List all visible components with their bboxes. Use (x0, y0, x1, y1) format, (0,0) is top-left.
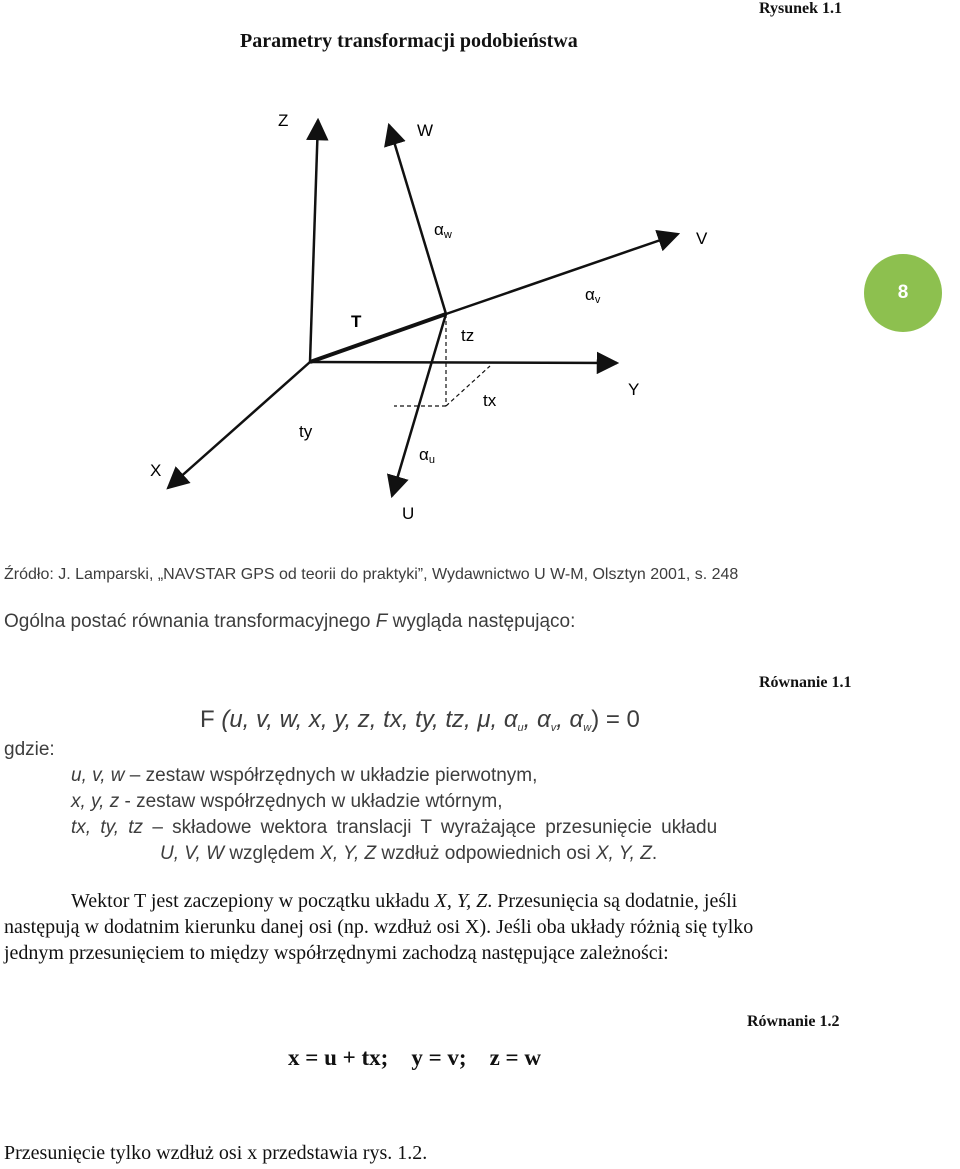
label-alpha-v: αv (585, 285, 601, 306)
where-label: gdzie: (4, 739, 55, 760)
figure-reference: Rysunek 1.1 (759, 0, 843, 17)
source-citation: Źródło: J. Lamparski, „NAVSTAR GPS od teorii do praktyki”, Wydawnictwo U W-M, Olsztyn 2001, s. 248 (4, 566, 739, 583)
axis-x (168, 362, 310, 488)
axis-v (446, 234, 678, 314)
label-ty: ty (299, 422, 313, 441)
where-line-2: x, y, z - zestaw współrzędnych w układzie wtórnym, (71, 791, 503, 812)
label-alpha-u: αu (419, 445, 435, 466)
label-t: T (351, 312, 362, 331)
equation-2-label: Równanie 1.2 (747, 1013, 840, 1030)
label-alpha-w: αw (434, 220, 452, 241)
axis-z (310, 120, 318, 362)
where-line-4: U, V, W względem X, Y, Z wzdłuż odpowiednich osi X, Y, Z. (160, 843, 658, 864)
label-y: Y (628, 380, 640, 399)
equation-1-label: Równanie 1.1 (759, 674, 852, 691)
equation-2: x = u + tx; y = v; z = w (288, 1045, 542, 1070)
closing-sentence: Przesunięcie tylko wzdłuż osi x przedstawia rys. 1.2. (4, 1142, 428, 1164)
transformation-diagram (0, 0, 960, 560)
axis-u (392, 314, 446, 496)
label-v: V (696, 229, 708, 248)
label-w: W (417, 121, 434, 140)
page-number-badge: 8 (864, 254, 942, 332)
paragraph-line-1: Wektor T jest zaczepiony w początku układu X, Y, Z. Przesunięcia są dodatnie, jeśli (71, 890, 738, 912)
paragraph-line-3: jednym przesunięciem to między współrzędnymi zachodzą następujące zależności: (4, 942, 669, 964)
where-line-3: tx, ty, tz – składowe wektora translacji T wyrażające przesunięcie układu (71, 817, 718, 838)
equation-1: F (u, v, w, x, y, z, tx, ty, tz, μ, $\alpha_u$, $\alpha_v$, $\alpha_w) = 0$ (200, 706, 640, 734)
intro-sentence: Ogólna postać równania transformacyjnego F wygląda następująco: (4, 611, 576, 632)
where-line-1: u, v, w – zestaw współrzędnych w układzie pierwotnym, (71, 765, 538, 786)
vector-t (310, 314, 446, 362)
label-tz: tz (461, 326, 475, 345)
axis-y (310, 362, 617, 363)
label-tx: tx (483, 391, 497, 410)
label-x: X (150, 461, 162, 480)
label-z: Z (278, 111, 289, 130)
paragraph-line-2: następują w dodatnim kierunku danej osi (np. wzdłuż osi X). Jeśli oba układy różnią się tylko (4, 916, 754, 938)
label-u: U (402, 504, 415, 523)
figure-title: Parametry transformacji podobieństwa (240, 30, 578, 52)
